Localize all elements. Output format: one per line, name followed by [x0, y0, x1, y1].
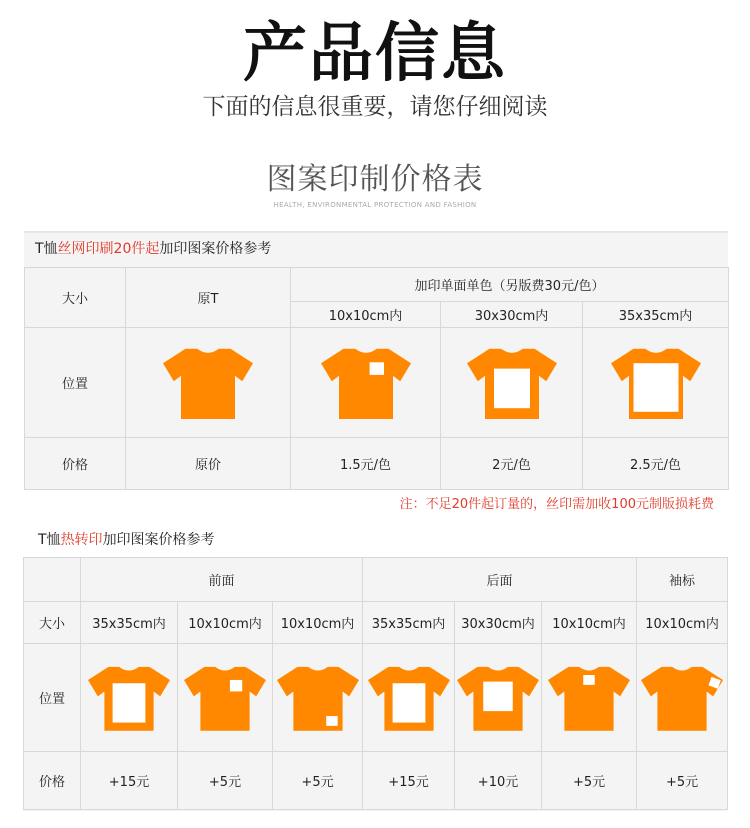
tshirt-print-icon — [457, 663, 539, 733]
position-row-label: 位置 — [24, 644, 81, 752]
tshirt-print-icon — [88, 663, 170, 733]
shirt-cell — [273, 644, 363, 752]
caption-highlight: 丝网印刷20件起 — [57, 241, 160, 257]
tshirt-print-icon — [641, 663, 723, 733]
original-column-header: 原T — [126, 268, 291, 328]
caption-prefix: T恤 — [38, 532, 61, 548]
caption-suffix: 加印图案价格参考 — [159, 241, 272, 257]
size-cell: 10x10cm内 — [273, 602, 363, 644]
tshirt-body — [163, 348, 253, 418]
print-area — [494, 368, 530, 408]
size-cell: 30x30cm内 — [441, 302, 583, 328]
section-title: 图案印制价格表 — [266, 162, 484, 197]
section-subtitle-en: HEALTH, ENVIRONMENTAL PROTECTION AND FASHION — [273, 201, 477, 209]
shirt-cell — [542, 644, 637, 752]
price-cell: 1.5元/色 — [291, 438, 441, 490]
heat-transfer-caption — [38, 530, 215, 550]
print-area — [113, 683, 146, 722]
caption-prefix: T恤 — [35, 241, 58, 257]
shirt-cell — [441, 328, 583, 438]
shirt-cell — [81, 644, 178, 752]
price-cell: 2.5元/色 — [583, 438, 729, 490]
shirt-cell — [583, 328, 729, 438]
caption-highlight: 热转印 — [60, 532, 103, 548]
shirt-cell — [291, 328, 441, 438]
tshirt-print-icon — [277, 663, 359, 733]
price-cell: 原价 — [126, 438, 291, 490]
size-row-label: 大小 — [24, 602, 81, 644]
size-cell: 10x10cm内 — [178, 602, 273, 644]
tshirt-body — [641, 666, 723, 730]
print-area — [633, 363, 678, 412]
size-cell: 10x10cm内 — [291, 302, 441, 328]
tshirt-body — [277, 666, 359, 730]
shirt-cell — [455, 644, 542, 752]
size-row-label: 大小 — [25, 268, 126, 328]
price-row-label: 价格 — [24, 752, 81, 810]
tshirt-body — [184, 666, 266, 730]
print-area — [392, 683, 425, 722]
tshirt-print-icon — [548, 663, 630, 733]
price-cell: +5元 — [178, 752, 273, 810]
tshirt-print-icon — [611, 345, 701, 421]
price-cell: +15元 — [363, 752, 455, 810]
screen-print-table — [24, 267, 729, 490]
minimum-order-note: 注：不足20件起订量的，丝印需加收100元制版损耗费 — [399, 497, 714, 512]
tshirt-body — [321, 348, 411, 418]
shirt-cell — [126, 328, 291, 438]
group-header-sleeve: 袖标 — [637, 558, 728, 602]
shirt-cell — [637, 644, 728, 752]
print-area — [326, 716, 337, 726]
shirt-cell — [178, 644, 273, 752]
tshirt-print-icon — [321, 345, 411, 421]
tshirt-print-icon — [184, 663, 266, 733]
page-title: 产品信息 — [243, 17, 507, 91]
corner-cell — [24, 558, 81, 602]
shirt-cell — [363, 644, 455, 752]
print-area — [483, 681, 513, 711]
price-cell: +5元 — [637, 752, 728, 810]
group-header-back: 后面 — [363, 558, 637, 602]
position-row-label: 位置 — [25, 328, 126, 438]
tshirt-print-icon — [368, 663, 450, 733]
size-cell: 35x35cm内 — [363, 602, 455, 644]
size-cell: 35x35cm内 — [583, 302, 729, 328]
group-header-front: 前面 — [81, 558, 363, 602]
page-subtitle: 下面的信息很重要，请您仔细阅读 — [202, 94, 548, 120]
group-header: 加印单面单色（另版费30元/色） — [291, 268, 729, 302]
price-cell: +5元 — [273, 752, 363, 810]
size-cell: 35x35cm内 — [81, 602, 178, 644]
print-area — [230, 679, 242, 690]
caption-suffix: 加印图案价格参考 — [102, 532, 215, 548]
size-cell: 30x30cm内 — [455, 602, 542, 644]
size-cell: 10x10cm内 — [637, 602, 728, 644]
size-cell: 10x10cm内 — [542, 602, 637, 644]
price-cell: +15元 — [81, 752, 178, 810]
heat-transfer-table — [23, 557, 728, 810]
price-cell: +10元 — [455, 752, 542, 810]
print-area — [369, 362, 383, 375]
tshirt-print-icon — [467, 345, 557, 421]
tshirt-icon — [163, 345, 253, 421]
price-cell: +5元 — [542, 752, 637, 810]
screen-print-caption — [35, 239, 271, 259]
price-row-label: 价格 — [25, 438, 126, 490]
print-area — [583, 675, 594, 685]
price-cell: 2元/色 — [441, 438, 583, 490]
